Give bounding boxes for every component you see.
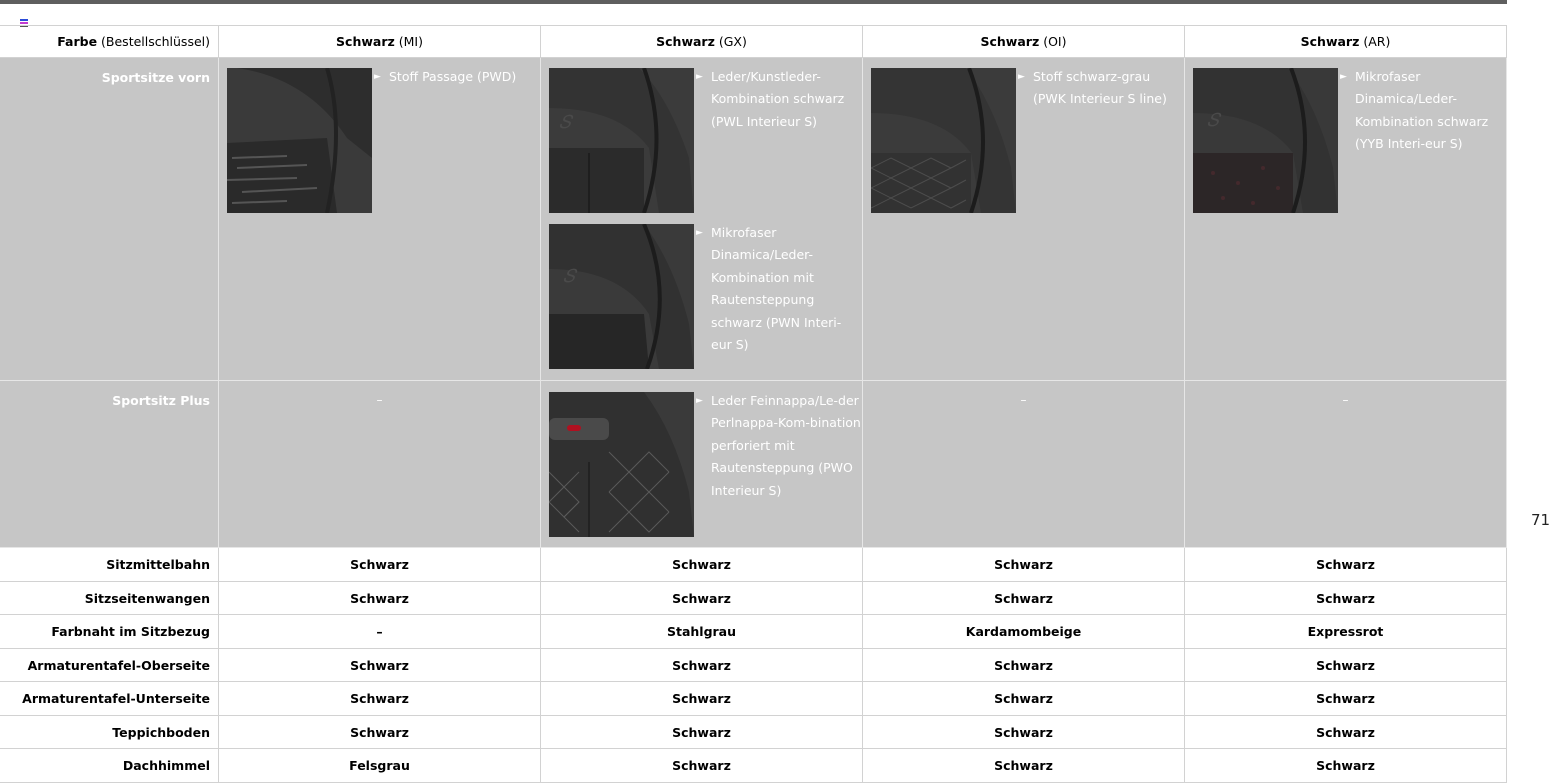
option-label: ► Stoff Passage (PWD) xyxy=(389,66,539,88)
cell-mi: Felsgrau xyxy=(219,749,541,782)
seat-image-nappa xyxy=(549,392,694,537)
row-label: Dachhimmel xyxy=(0,749,219,782)
data-rows xyxy=(0,548,1507,783)
triangle-right-icon: ► xyxy=(696,396,703,406)
option-label: ► Mikrofaser Dinamica/Leder-Kombination schwarz (YYB Interi-eur S) xyxy=(1355,66,1505,156)
cell-ar: Schwarz xyxy=(1185,582,1507,615)
row-sportsitz-plus xyxy=(0,381,1507,548)
row-label: Sportsitz Plus xyxy=(0,381,219,547)
row-label: Teppichboden xyxy=(0,716,219,749)
row-label: Armaturentafel-Unterseite xyxy=(0,682,219,715)
table-row xyxy=(0,582,1507,616)
table-row xyxy=(0,649,1507,683)
cell-mi: Schwarz xyxy=(219,716,541,749)
seat-option[interactable] xyxy=(549,224,855,370)
cell-mi: Schwarz xyxy=(219,649,541,682)
triangle-right-icon: ► xyxy=(1018,72,1025,82)
header-col-gx: Schwarz (GX) xyxy=(541,26,863,57)
cell-ar: Schwarz xyxy=(1185,716,1507,749)
cell-oi: Schwarz xyxy=(863,548,1185,581)
cell-ar xyxy=(1185,58,1507,380)
cell-mi: – xyxy=(219,615,541,648)
option-label: ► Leder/Kunstleder-Kombination schwarz (PWL Interieur S) xyxy=(711,66,861,133)
seat-image-fabric xyxy=(227,68,372,213)
cell-ar: – xyxy=(1185,381,1507,547)
row-label: Sitzmittelbahn xyxy=(0,548,219,581)
triangle-right-icon: ► xyxy=(1340,72,1347,82)
seat-image-dinamica-red xyxy=(1193,68,1338,213)
header-col-oi: Schwarz (OI) xyxy=(863,26,1185,57)
table-row xyxy=(0,548,1507,582)
table-row xyxy=(0,716,1507,750)
triangle-right-icon: ► xyxy=(696,72,703,82)
seat-image-leather xyxy=(549,68,694,213)
cell-oi xyxy=(863,58,1185,380)
svg-text:𝑆: 𝑆 xyxy=(563,266,576,287)
triangle-right-icon: ► xyxy=(696,228,703,238)
row-sportsitze-vorn xyxy=(0,58,1507,381)
seat-image-dinamica xyxy=(549,224,694,369)
cell-gx: Schwarz xyxy=(541,649,863,682)
top-rule xyxy=(0,0,1507,4)
cell-mi: Schwarz xyxy=(219,582,541,615)
cell-ar: Schwarz xyxy=(1185,548,1507,581)
cell-ar: Schwarz xyxy=(1185,682,1507,715)
cell-ar: Schwarz xyxy=(1185,649,1507,682)
cell-gx: Schwarz xyxy=(541,548,863,581)
cell-mi xyxy=(219,58,541,380)
header-col-ar: Schwarz (AR) xyxy=(1185,26,1507,57)
option-label: ► Mikrofaser Dinamica/Leder-Kombination mit Rautensteppung schwarz (PWN Interi-eur S) xyxy=(711,222,861,356)
cell-oi: Kardamombeige xyxy=(863,615,1185,648)
cell-oi: Schwarz xyxy=(863,716,1185,749)
row-label: Farbnaht im Sitzbezug xyxy=(0,615,219,648)
cell-gx: Schwarz xyxy=(541,749,863,782)
option-label: ► Stoff schwarz-grau (PWK Interieur S line) xyxy=(1033,66,1183,111)
option-label: ► Leder Feinnappa/Le-der Perlnappa-Kom-bination perforiert mit Rautensteppung (PWO Interieur S) xyxy=(711,390,861,502)
cell-mi: Schwarz xyxy=(219,548,541,581)
cell-ar: Expressrot xyxy=(1185,615,1507,648)
cell-gx: Stahlgrau xyxy=(541,615,863,648)
header-label: Farbe (Bestellschlüssel) xyxy=(0,26,219,57)
table-header xyxy=(0,25,1507,58)
cell-gx xyxy=(541,381,863,547)
page-number: 71 xyxy=(1531,511,1550,529)
cell-mi: – xyxy=(219,381,541,547)
cell-gx: Schwarz xyxy=(541,682,863,715)
seat-image-fabric-grey xyxy=(871,68,1016,213)
seat-option[interactable] xyxy=(227,68,533,214)
svg-text:𝑆: 𝑆 xyxy=(1207,110,1220,131)
cell-gx xyxy=(541,58,863,380)
seat-option[interactable] xyxy=(549,68,855,214)
svg-text:𝑆: 𝑆 xyxy=(559,112,572,133)
cell-gx: Schwarz xyxy=(541,582,863,615)
table-row xyxy=(0,682,1507,716)
cell-mi: Schwarz xyxy=(219,682,541,715)
cell-oi: – xyxy=(863,381,1185,547)
cell-oi: Schwarz xyxy=(863,649,1185,682)
table-row xyxy=(0,749,1507,783)
cell-oi: Schwarz xyxy=(863,682,1185,715)
row-label: Armaturentafel-Oberseite xyxy=(0,649,219,682)
cell-oi: Schwarz xyxy=(863,582,1185,615)
cell-oi: Schwarz xyxy=(863,749,1185,782)
header-col-mi: Schwarz (MI) xyxy=(219,26,541,57)
cell-gx: Schwarz xyxy=(541,716,863,749)
cell-ar: Schwarz xyxy=(1185,749,1507,782)
seat-option[interactable] xyxy=(1193,68,1499,214)
seat-option[interactable] xyxy=(871,68,1177,214)
color-table xyxy=(0,25,1507,783)
seat-option[interactable] xyxy=(549,392,861,538)
triangle-right-icon: ► xyxy=(374,72,381,82)
row-label: Sitzseitenwangen xyxy=(0,582,219,615)
table-row xyxy=(0,615,1507,649)
row-label: Sportsitze vorn xyxy=(0,58,219,380)
